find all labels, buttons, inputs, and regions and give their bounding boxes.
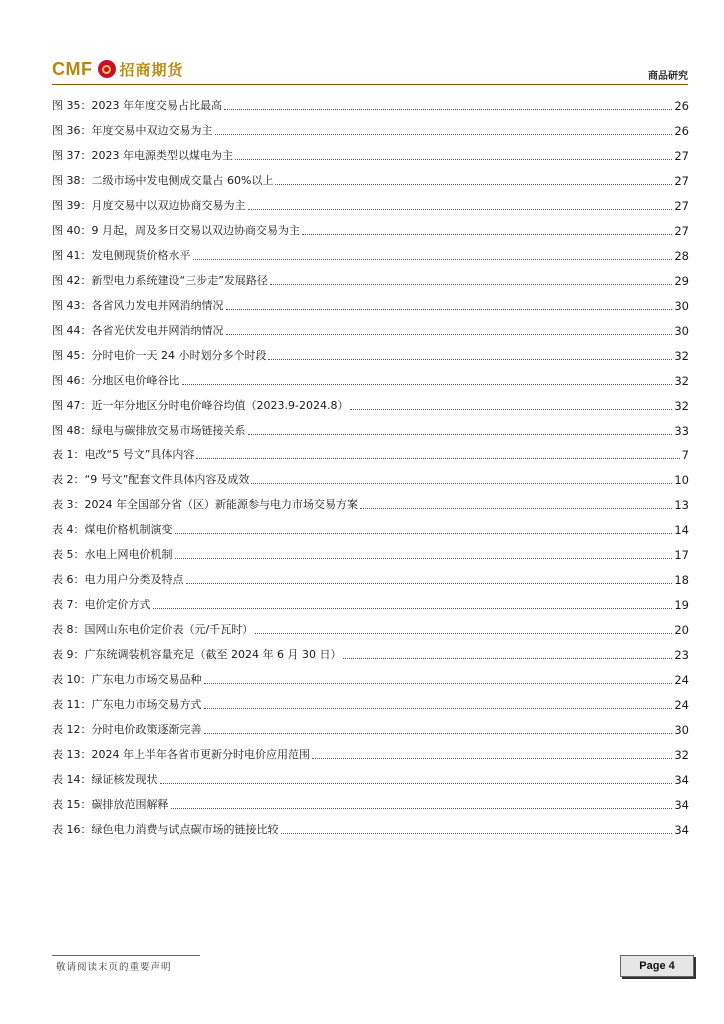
table-toc-entry[interactable] xyxy=(52,762,689,787)
figure-toc-entry[interactable] xyxy=(52,88,689,113)
table-toc-entry-title: 表 10：广东电力市场交易品种 xyxy=(52,673,202,686)
figure-toc-entry-title: 图 47：近一年分地区分时电价峰谷均值（2023.9-2024.8） xyxy=(52,399,349,412)
table-toc-entry-title: 表 11：广东电力市场交易方式 xyxy=(52,698,202,711)
table-toc-entry-page-number: 17 xyxy=(674,548,689,562)
figure-toc-entry-title: 图 45：分时电价一天 24 小时划分多个时段 xyxy=(52,349,267,362)
figure-toc-entry-title: 图 36：年度交易中双边交易为主 xyxy=(52,124,213,137)
leader-dots xyxy=(302,234,672,235)
figure-toc-entry-page-number: 26 xyxy=(674,124,689,138)
table-toc-entry[interactable] xyxy=(52,737,689,762)
leader-dots xyxy=(224,109,672,110)
figures-toc xyxy=(52,88,689,438)
leader-dots xyxy=(171,808,673,809)
leader-dots xyxy=(204,708,673,709)
table-toc-entry[interactable] xyxy=(52,512,689,537)
figure-toc-entry-title: 图 39：月度交易中以双边协商交易为主 xyxy=(52,199,246,212)
table-toc-entry-page-number: 30 xyxy=(674,723,689,737)
tables-toc xyxy=(52,437,689,837)
leader-dots xyxy=(255,633,672,634)
figure-toc-entry-title: 图 48：绿电与碳排放交易市场链接关系 xyxy=(52,424,246,437)
figure-toc-entry-title: 图 42：新型电力系统建设“三步走”发展路径 xyxy=(52,274,268,287)
table-toc-entry-title: 表 1：电改“5 号文”具体内容 xyxy=(52,448,195,461)
table-toc-entry-title: 表 14：绿证核发现状 xyxy=(52,773,158,786)
table-toc-entry-page-number: 34 xyxy=(674,798,689,812)
table-toc-entry-title: 表 8：国网山东电价定价表（元/千瓦时） xyxy=(52,623,254,636)
table-toc-entry-title: 表 15：碳排放范围解释 xyxy=(52,798,169,811)
logo-latin-text: CMF xyxy=(52,58,93,79)
figure-toc-entry-title: 图 44：各省光伏发电并网消纳情况 xyxy=(52,324,224,337)
figure-toc-entry-title: 图 38：二级市场中发电侧成交量占 60%以上 xyxy=(52,174,274,187)
table-toc-entry[interactable] xyxy=(52,787,689,812)
table-toc-entry-title: 表 7：电价定价方式 xyxy=(52,598,151,611)
table-toc-entry-title: 表 6：电力用户分类及特点 xyxy=(52,573,184,586)
leader-dots xyxy=(251,483,672,484)
leader-dots xyxy=(281,833,673,834)
leader-dots xyxy=(350,409,672,410)
figure-toc-entry-title: 图 37：2023 年电源类型以煤电为主 xyxy=(52,149,233,162)
section-label: 商品研究 xyxy=(648,71,688,82)
leader-dots xyxy=(196,458,679,459)
table-toc-entry[interactable] xyxy=(52,612,689,637)
figure-toc-entry[interactable] xyxy=(52,388,689,413)
table-toc-entry-title: 表 2：“9 号文”配套文件具体内容及成效 xyxy=(52,473,250,486)
figure-toc-entry-page-number: 28 xyxy=(674,249,689,263)
leader-dots xyxy=(193,259,673,260)
logo-emblem-icon xyxy=(98,60,116,78)
figure-toc-entry-title: 图 46：分地区电价峰谷比 xyxy=(52,374,180,387)
leader-dots xyxy=(312,758,672,759)
table-toc-entry[interactable] xyxy=(52,562,689,587)
company-logo xyxy=(52,58,184,80)
figure-toc-entry-page-number: 26 xyxy=(674,99,689,113)
table-toc-entry[interactable] xyxy=(52,587,689,612)
table-toc-entry-page-number: 14 xyxy=(674,523,689,537)
figure-toc-entry-page-number: 29 xyxy=(674,274,689,288)
figure-toc-entry[interactable] xyxy=(52,363,689,388)
leader-dots xyxy=(160,783,673,784)
table-toc-entry-title: 表 9：广东统调装机容量充足（截至 2024 年 6 月 30 日） xyxy=(52,648,342,661)
table-toc-entry-title: 表 4：煤电价格机制演变 xyxy=(52,523,173,536)
figure-toc-entry-page-number: 32 xyxy=(674,399,689,413)
table-toc-entry-page-number: 7 xyxy=(681,448,689,462)
figure-toc-entry[interactable] xyxy=(52,163,689,188)
table-toc-entry-title: 表 12：分时电价政策逐渐完善 xyxy=(52,723,202,736)
header-divider xyxy=(52,84,688,85)
table-toc-entry-page-number: 10 xyxy=(674,473,689,487)
leader-dots xyxy=(248,209,673,210)
table-toc-entry[interactable] xyxy=(52,537,689,562)
table-toc-entry[interactable] xyxy=(52,637,689,662)
table-toc-entry-page-number: 23 xyxy=(674,648,689,662)
page-header xyxy=(52,56,688,82)
figure-toc-entry[interactable] xyxy=(52,213,689,238)
figure-toc-entry[interactable] xyxy=(52,338,689,363)
table-toc-entry-page-number: 13 xyxy=(674,498,689,512)
table-toc-entry[interactable] xyxy=(52,812,689,837)
leader-dots xyxy=(204,733,673,734)
table-toc-entry-page-number: 24 xyxy=(674,698,689,712)
leader-dots xyxy=(248,434,673,435)
table-toc-entry[interactable] xyxy=(52,712,689,737)
table-toc-entry[interactable] xyxy=(52,662,689,687)
leader-dots xyxy=(204,683,673,684)
figure-toc-entry[interactable] xyxy=(52,188,689,213)
figure-toc-entry[interactable] xyxy=(52,288,689,313)
figure-toc-entry-title: 图 35：2023 年年度交易占比最高 xyxy=(52,99,222,112)
disclaimer-note: 敬请阅读末页的重要声明 xyxy=(56,962,172,973)
figure-toc-entry[interactable] xyxy=(52,413,689,438)
leader-dots xyxy=(186,583,673,584)
leader-dots xyxy=(175,533,673,534)
table-toc-entry-page-number: 34 xyxy=(674,823,689,837)
figure-toc-entry-page-number: 27 xyxy=(674,149,689,163)
table-toc-entry[interactable] xyxy=(52,437,689,462)
figure-toc-entry[interactable] xyxy=(52,113,689,138)
table-toc-entry-title: 表 16：绿色电力消费与试点碳市场的链接比较 xyxy=(52,823,279,836)
leader-dots xyxy=(226,309,673,310)
leader-dots xyxy=(175,558,673,559)
figure-toc-entry-page-number: 27 xyxy=(674,199,689,213)
table-toc-entry-page-number: 19 xyxy=(674,598,689,612)
figure-toc-entry-page-number: 33 xyxy=(674,424,689,438)
leader-dots xyxy=(153,608,673,609)
figure-toc-entry-title: 图 40：9 月起，周及多日交易以双边协商交易为主 xyxy=(52,224,300,237)
figure-toc-entry-page-number: 32 xyxy=(674,374,689,388)
table-toc-entry-page-number: 34 xyxy=(674,773,689,787)
page-number-badge: Page 4 xyxy=(620,955,694,977)
table-toc-entry[interactable] xyxy=(52,462,689,487)
table-toc-entry-title: 表 13：2024 年上半年各省市更新分时电价应用范围 xyxy=(52,748,310,761)
table-toc-entry-page-number: 20 xyxy=(674,623,689,637)
table-toc-entry[interactable] xyxy=(52,687,689,712)
figure-toc-entry-title: 图 43：各省风力发电并网消纳情况 xyxy=(52,299,224,312)
figure-toc-entry[interactable] xyxy=(52,238,689,263)
figure-toc-entry-page-number: 30 xyxy=(674,324,689,338)
leader-dots xyxy=(235,159,672,160)
leader-dots xyxy=(226,334,673,335)
figure-toc-entry-page-number: 32 xyxy=(674,349,689,363)
figure-toc-entry-title: 图 41：发电侧现货价格水平 xyxy=(52,249,191,262)
leader-dots xyxy=(275,184,672,185)
logo-chinese-text: 招商期货 xyxy=(119,60,184,79)
leader-dots xyxy=(268,359,672,360)
table-toc-entry-title: 表 3：2024 年全国部分省（区）新能源参与电力市场交易方案 xyxy=(52,498,358,511)
footer-divider xyxy=(52,955,200,956)
figure-toc-entry[interactable] xyxy=(52,263,689,288)
figure-toc-entry-page-number: 30 xyxy=(674,299,689,313)
figure-toc-entry-page-number: 27 xyxy=(674,224,689,238)
leader-dots xyxy=(182,384,673,385)
leader-dots xyxy=(215,134,673,135)
leader-dots xyxy=(343,658,672,659)
table-toc-entry-page-number: 18 xyxy=(674,573,689,587)
leader-dots xyxy=(270,284,672,285)
table-toc-entry[interactable] xyxy=(52,487,689,512)
table-toc-entry-title: 表 5：水电上网电价机制 xyxy=(52,548,173,561)
figure-toc-entry-page-number: 27 xyxy=(674,174,689,188)
leader-dots xyxy=(360,508,672,509)
table-toc-entry-page-number: 24 xyxy=(674,673,689,687)
table-toc-entry-page-number: 32 xyxy=(674,748,689,762)
figure-toc-entry[interactable] xyxy=(52,138,689,163)
figure-toc-entry[interactable] xyxy=(52,313,689,338)
